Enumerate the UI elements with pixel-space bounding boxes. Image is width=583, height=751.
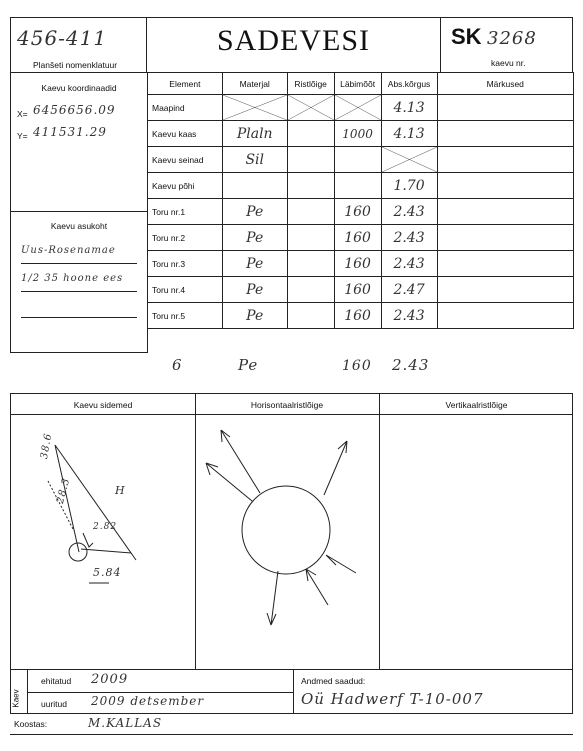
row-element: Kaevu seinad (148, 147, 223, 173)
row-element: Maapind (148, 95, 223, 121)
table-row (148, 173, 574, 199)
row-height: 1.70 (381, 173, 437, 199)
row-cross (287, 199, 334, 225)
coord-x-value: 6456656.09 (33, 103, 116, 117)
page-title: SADEVESI (216, 24, 370, 57)
row-material: Pe (222, 199, 287, 225)
extra-row-material: Pe (238, 356, 259, 374)
row-height: 2.43 (381, 251, 437, 277)
location-line2: 1/2 35 hoone ees (21, 273, 124, 284)
row-notes (437, 277, 573, 303)
row-diameter: 160 (334, 199, 381, 225)
nomenclature-value: 456-411 (17, 26, 108, 50)
row-material: Sil (222, 147, 287, 173)
nomenclature-box (10, 17, 147, 73)
section-vertical-title: Vertikaalristlõige (445, 400, 508, 410)
row-notes (437, 251, 573, 277)
nomenclature-label: Planšeti nomenklatuur (33, 60, 118, 70)
row-element: Toru nr.2 (148, 225, 223, 251)
table-row (148, 121, 574, 147)
col-header-cross: Ristlõige (287, 73, 334, 95)
coord-y-value: 411531.29 (33, 125, 107, 139)
col-header-material: Materjal (222, 73, 287, 95)
dim-label-4: H (115, 484, 126, 497)
table-row (148, 251, 574, 277)
well-number: 3268 (487, 28, 537, 49)
table-row (148, 147, 574, 173)
footer-box (10, 669, 573, 714)
title-box (146, 17, 441, 73)
row-diameter: 160 (334, 303, 381, 329)
table-row (148, 199, 574, 225)
dim-label-1: 38.6 (39, 432, 55, 460)
composed-value: M.KALLAS (88, 716, 163, 730)
table-row (148, 303, 574, 329)
row-element: Kaevu põhi (148, 173, 223, 199)
crossed-cell (334, 95, 381, 121)
element-table (147, 72, 574, 329)
crossed-cell (222, 95, 287, 121)
table-row (148, 225, 574, 251)
checked-label: uuritud (41, 699, 67, 709)
dim-label-5: 5.84 (93, 566, 122, 579)
row-material: Pe (222, 303, 287, 329)
row-height: 2.47 (381, 277, 437, 303)
row-height: 2.43 (381, 199, 437, 225)
row-diameter (334, 147, 381, 173)
row-cross (287, 121, 334, 147)
row-cross (287, 251, 334, 277)
built-value: 2009 (91, 672, 129, 687)
location-label: Kaevu asukoht (50, 221, 108, 231)
row-element: Toru nr.3 (148, 251, 223, 277)
row-material: Pe (222, 251, 287, 277)
coord-x-label: X= (17, 109, 28, 119)
footer-side-label: Kaev (11, 689, 21, 708)
row-cross (287, 303, 334, 329)
table-header-row (148, 73, 574, 95)
table-row (148, 277, 574, 303)
row-material: Pe (222, 277, 287, 303)
row-material: Pe (222, 225, 287, 251)
sketch-divider-2 (379, 394, 380, 669)
row-notes (437, 95, 573, 121)
sketch-area (10, 393, 573, 670)
footer-mid-divider (293, 670, 294, 713)
row-notes (437, 303, 573, 329)
row-element: Kaevu kaas (148, 121, 223, 147)
coords-label: Kaevu koordinaadid (41, 83, 117, 93)
row-element: Toru nr.5 (148, 303, 223, 329)
row-notes (437, 199, 573, 225)
row-cross (287, 147, 334, 173)
row-notes (437, 121, 573, 147)
well-number-box (440, 17, 573, 73)
row-material: Plaln (222, 121, 287, 147)
composed-underline (10, 734, 573, 735)
info-divider (11, 211, 147, 212)
row-element: Toru nr.1 (148, 199, 223, 225)
row-height: 2.43 (381, 225, 437, 251)
row-notes (437, 225, 573, 251)
col-header-element: Element (148, 73, 223, 95)
row-diameter: 160 (334, 225, 381, 251)
data-from-value: Oü Hadwerf T-10-007 (301, 690, 484, 708)
dim-label-2: 28.3 (55, 476, 73, 505)
ties-sketch (11, 415, 195, 670)
extra-row-diameter: 160 (342, 358, 372, 374)
row-diameter: 160 (334, 251, 381, 277)
composed-label: Koostas: (14, 719, 48, 729)
built-label: ehitatud (41, 676, 72, 686)
crossed-cell (287, 95, 334, 121)
coord-y-label: Y= (17, 131, 28, 141)
location-underline-2 (21, 291, 137, 292)
row-diameter: 1000 (334, 121, 381, 147)
extra-row-element: 6 (172, 356, 183, 374)
row-diameter (334, 173, 381, 199)
row-material (222, 173, 287, 199)
dim-label-3: 2.82 (93, 522, 118, 532)
row-height: 2.43 (381, 303, 437, 329)
extra-row-height: 2.43 (392, 356, 430, 374)
crossed-cell (381, 147, 437, 173)
col-header-notes: Märkused (437, 73, 573, 95)
row-diameter: 160 (334, 277, 381, 303)
well-number-label: kaevu nr. (491, 58, 526, 68)
row-height: 4.13 (381, 121, 437, 147)
row-notes (437, 173, 573, 199)
location-underline-1 (21, 263, 137, 264)
col-header-diameter: Läbimõõt (334, 73, 381, 95)
horizontal-section-sketch (196, 415, 379, 670)
table-row (148, 95, 574, 121)
row-notes (437, 147, 573, 173)
location-line1: Uus-Rosenamae (21, 245, 116, 256)
footer-row-divider (27, 692, 293, 693)
section-horizontal-title: Horisontaalristlõige (250, 400, 324, 410)
location-underline-3 (21, 317, 137, 318)
row-cross (287, 173, 334, 199)
col-header-height: Abs.kõrgus (381, 73, 437, 95)
well-prefix: SK (451, 24, 482, 49)
row-cross (287, 277, 334, 303)
section-ties-title: Kaevu sidemed (73, 400, 133, 410)
row-height: 4.13 (381, 95, 437, 121)
row-cross (287, 225, 334, 251)
info-column (10, 72, 148, 353)
row-element: Toru nr.4 (148, 277, 223, 303)
data-from-label: Andmed saadud: (301, 676, 366, 686)
checked-value: 2009 detsember (91, 694, 205, 708)
